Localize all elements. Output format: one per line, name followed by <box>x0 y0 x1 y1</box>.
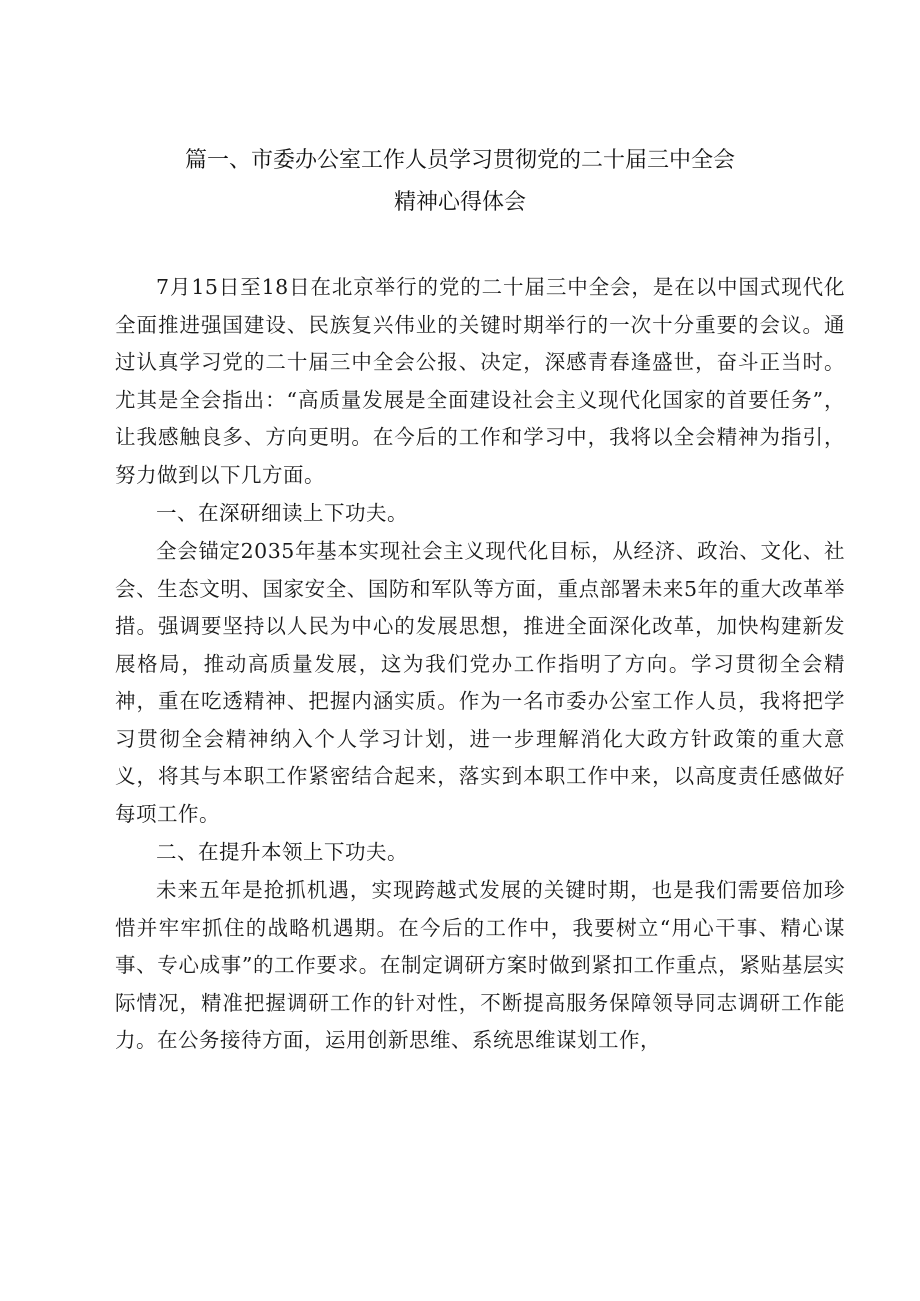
document-body <box>115 269 845 1060</box>
section-1-paragraph: 全会锚定2035年基本实现社会主义现代化目标，从经济、政治、文化、社会、生态文明、国家安全、国防和军队等方面，重点部署未来5年的重大改革举措。强调要坚持以人民为中心的发展思想，推进全面深化改革，加快构建新发展格局，推动高质量发展，这为我们党办工作指明了方向。学习贯彻全会精神，重在吃透精神、把握内涵实质。作为一名市委办公室工作人员，我将把学习贯彻全会精神纳入个人学习计划，进一步理解消化大政方针政策的重大意义，将其与本职工作紧密结合起来，落实到本职工作中来，以高度责任感做好每项工作。 <box>115 539 845 826</box>
section-1-heading: 一、在深研细读上下功夫。 <box>156 501 408 525</box>
intro-paragraph: 7月15日至18日在北京举行的党的二十届三中全会，是在以中国式现代化全面推进强国建设、民族复兴伟业的关键时期举行的一次十分重要的会议。通过认真学习党的二十届三中全会公报、决定，深感青春逢盛世，奋斗正当时。尤其是全会指出：“高质量发展是全面建设社会主义现代化国家的首要任务”，让我感触良多、方向更明。在今后的工作和学习中，我将以全会精神为指引，努力做到以下几方面。 <box>115 275 845 487</box>
document-title <box>100 140 820 224</box>
title-line-2: 精神心得体会 <box>393 190 526 215</box>
section-2-paragraph: 未来五年是抢抓机遇，实现跨越式发展的关键时期，也是我们需要倍加珍惜并牢牢抓住的战略机遇期。在今后的工作中，我要树立“用心干事、精心谋事、专心成事”的工作要求。在制定调研方案时做到紧扣工作重点，紧贴基层实际情况，精准把握调研工作的针对性，不断提高服务保障领导同志调研工作能力。在公务接待方面，运用创新思维、系统思维谋划工作， <box>115 878 845 1052</box>
section-2-heading: 二、在提升本领上下功夫。 <box>156 840 408 864</box>
title-line-1: 篇一、市委办公室工作人员学习贯彻党的二十届三中全会 <box>184 148 735 173</box>
